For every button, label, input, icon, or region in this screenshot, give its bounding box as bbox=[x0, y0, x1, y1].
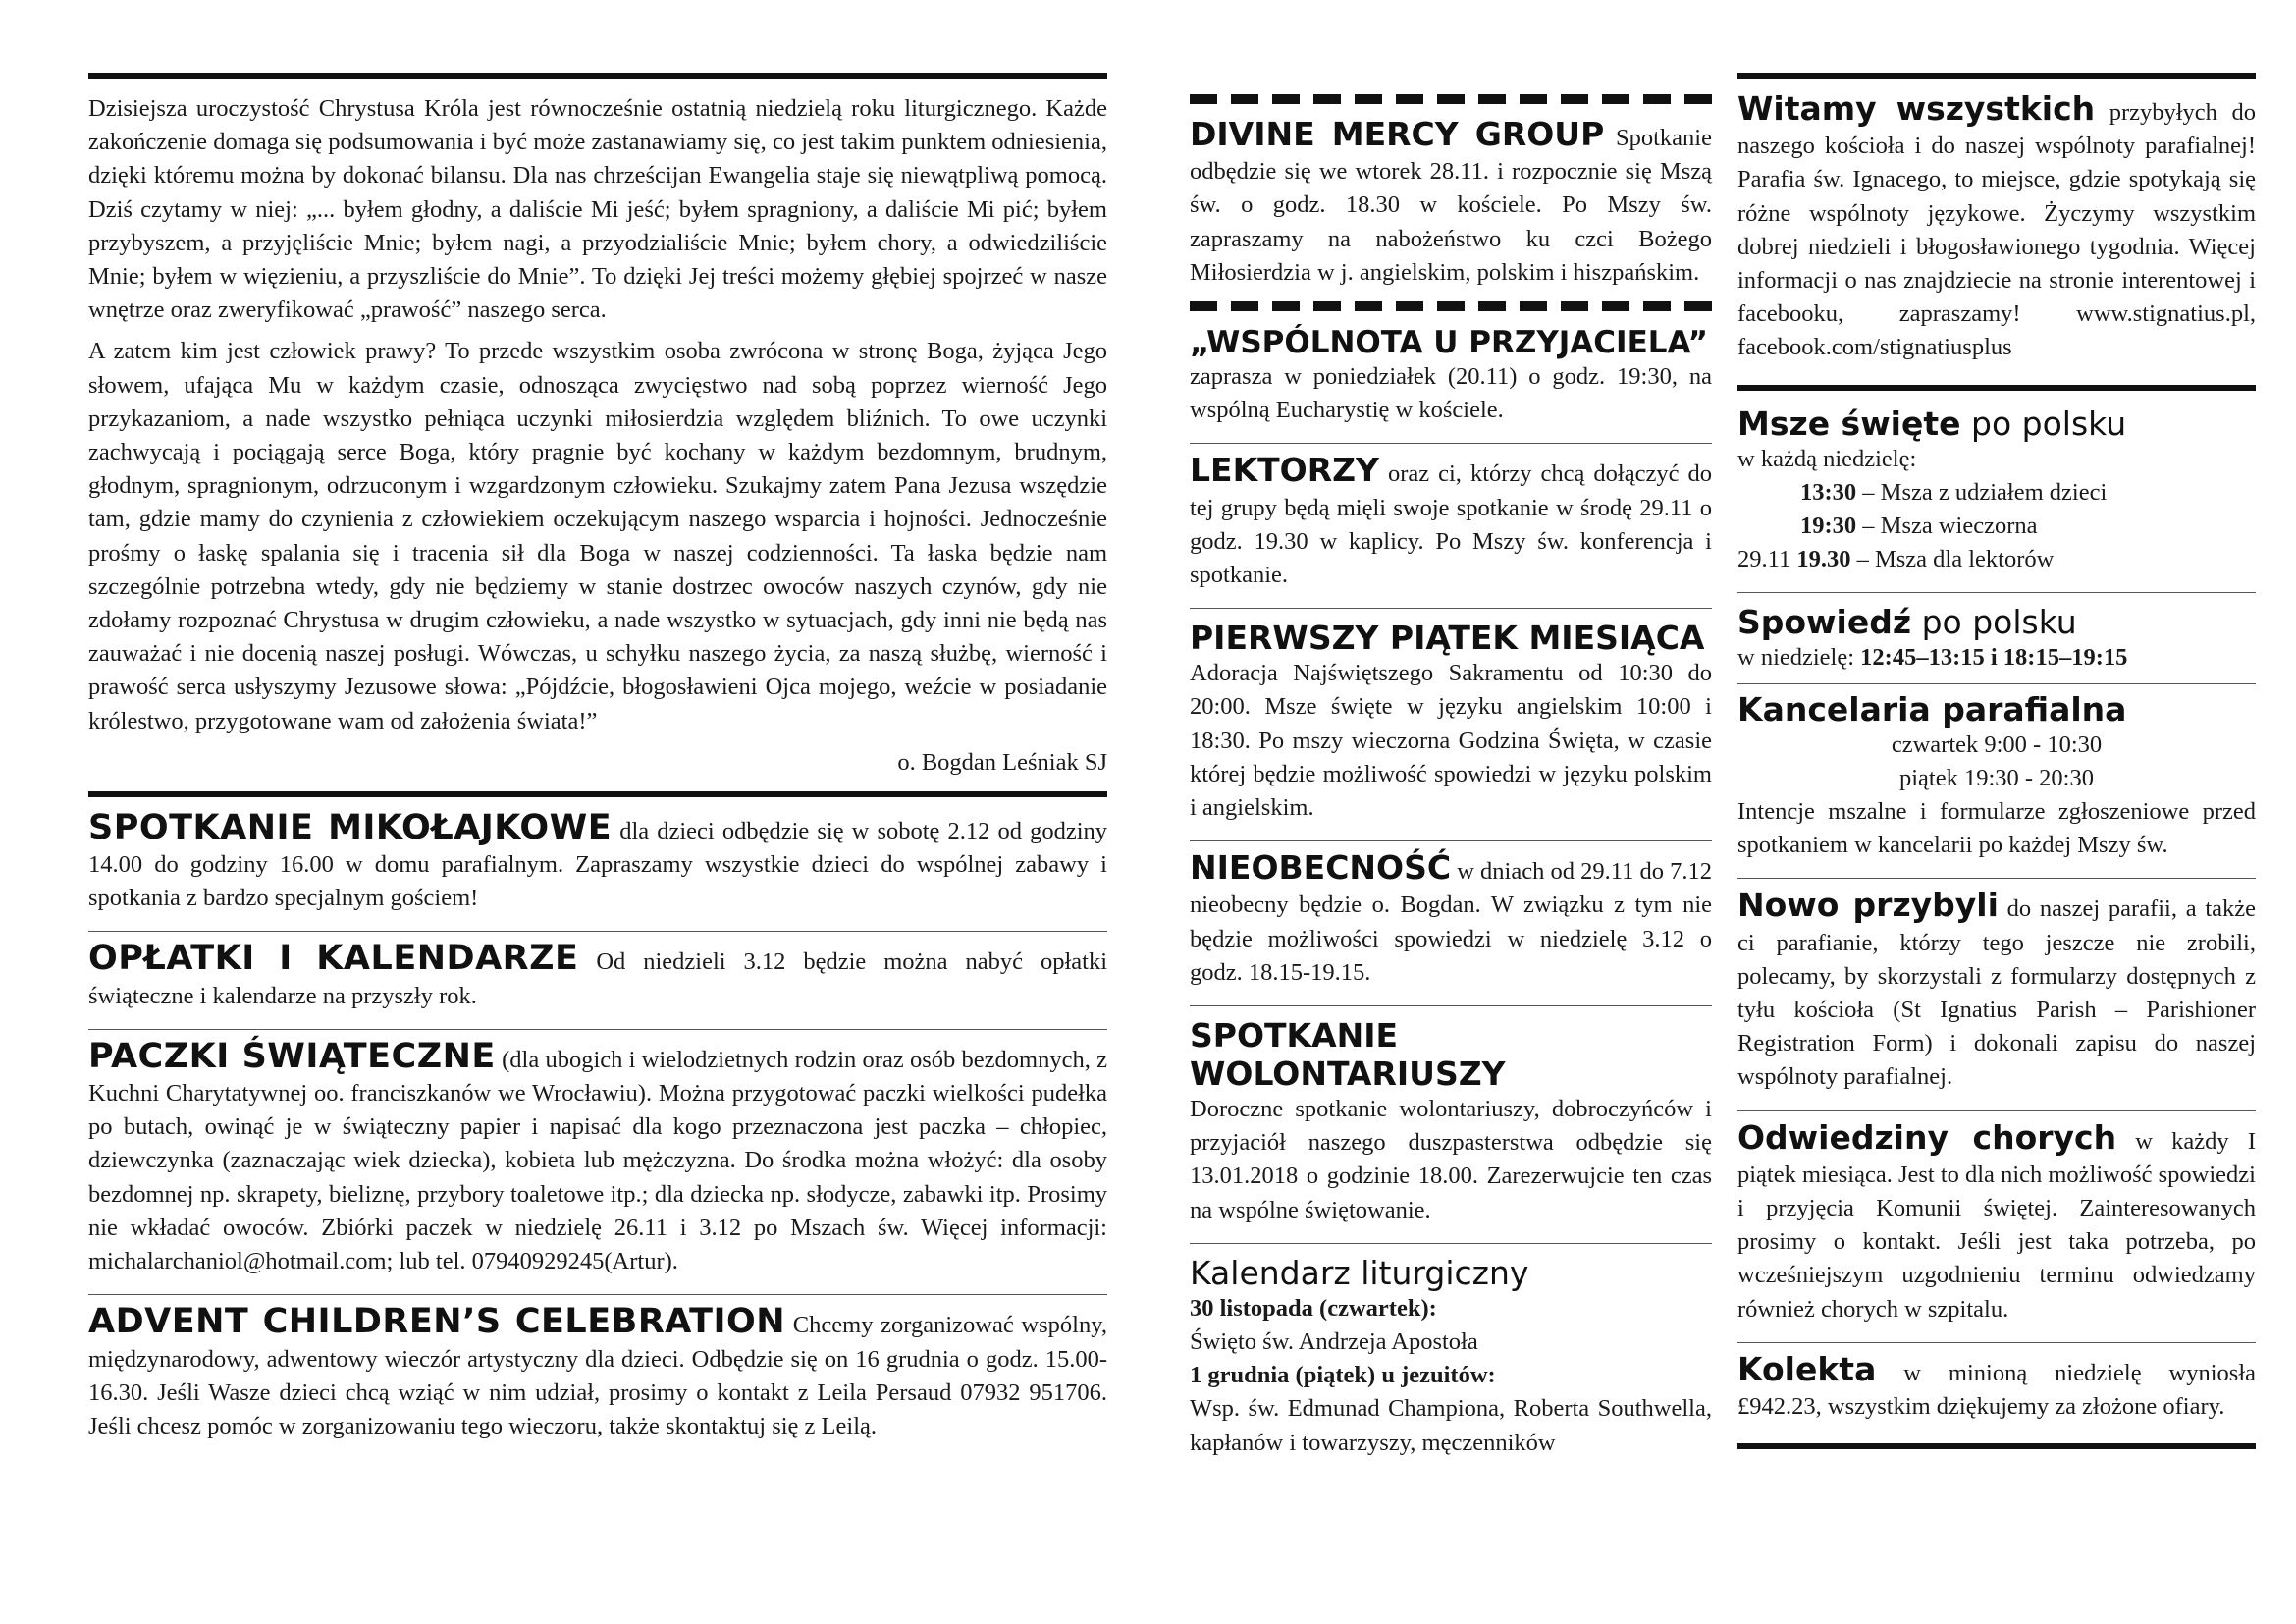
kolekta-section bbox=[1737, 1349, 2256, 1432]
confession-prefix: w niedzielę: bbox=[1737, 644, 1861, 672]
section-title: LEKTORZY bbox=[1190, 451, 1379, 490]
pierwszy-piatek-section bbox=[1190, 619, 1712, 833]
section-title: Kancelaria parafialna bbox=[1737, 689, 2127, 729]
announcement-title: OPŁATKI I KALENDARZE bbox=[88, 939, 579, 979]
msze-section bbox=[1737, 405, 2256, 585]
announcement-paczki bbox=[88, 1036, 1107, 1286]
mass-row: 19:30 – Msza wieczorna bbox=[1800, 513, 2038, 540]
spowiedz-section bbox=[1737, 603, 2256, 682]
lektorzy-section bbox=[1190, 451, 1712, 600]
section-text: do naszej parafii, a także ci parafianie, którzy tego jeszcze nie zrobili, polecamy, by skorzystali z formularzy dostępnych z tyłu kościoła (St Ignatius Parish – Parishioner Registration Form) i dokonali zapisu do naszej wspólnoty parafialnej. bbox=[1737, 895, 2256, 1091]
divider bbox=[1190, 443, 1712, 444]
section-title: PIERWSZY PIĄTEK MIESIĄCA bbox=[1190, 619, 1705, 658]
calendar-date: 30 listopada (czwartek): bbox=[1190, 1294, 1437, 1322]
right-column bbox=[1737, 90, 2256, 1463]
section-title: DIVINE MERCY GROUP bbox=[1190, 115, 1605, 153]
section-text: w minioną niedzielę wyniosła £942.23, wszystkim dziękujemy za złożone ofiary. bbox=[1737, 1359, 2256, 1421]
divider bbox=[1737, 683, 2256, 684]
section-title: „WSPÓLNOTA U PRZYJACIELA” bbox=[1190, 325, 1709, 361]
divider bbox=[1190, 608, 1712, 609]
divider bbox=[1737, 878, 2256, 879]
middle-column bbox=[1190, 90, 1712, 1468]
divider bbox=[1190, 1005, 1712, 1006]
dashed-rule bbox=[1190, 94, 1712, 104]
divider bbox=[88, 1294, 1107, 1295]
section-title: Spowiedź bbox=[1737, 603, 1912, 642]
section-rule bbox=[1737, 385, 2256, 391]
section-text: w każdy I piątek miesiąca. Jest to dla nich możliwość spowiedzi i przyjęcia Komunii świętej. Zainteresowanych prosimy o kontakt. Jeśli jest taka potrzeba, po wcześniejszym uzgodnieniu terminu odwiedzamy również chorych w szpitalu. bbox=[1737, 1127, 2256, 1323]
announcement-title: ADVENT CHILDREN’S CELEBRATION bbox=[88, 1302, 786, 1342]
calendar-entry: Święto św. Andrzeja Apostoła bbox=[1190, 1328, 1478, 1356]
announcement-text: (dla ubogich i wielodzietnych rodzin oraz osób bezdomnych, z Kuchni Charytatywnej oo. franciszkanów we Wrocławiu). Można przygotować paczki wielkości pudełka po butach, owinąć je w świąteczny papier i napisać dla kogo przeznaczona jest paczka – chłopiec, dziewczynka (zaznaczając wiek dziecka), kobieta lub mężczyzna. Do środka można włożyć: dla osoby bezdomnej np. skrapety, bieliznę, przybory toaletowe itp.; dla dziecka np. słodycze, zabawki itp. Prosimy nie wkładać owoców. Zbiórki paczek w niedzielę 26.11 i 3.12 po Mszach św. Więcej informacji: michalarchaniol@hotmail.com; lub tel. 07940929245(Artur). bbox=[88, 1046, 1107, 1275]
section-text: Intencje mszalne i formularze zgłoszeniowe przed spotkaniem w kancelarii po każdej Mszy św. bbox=[1737, 798, 2256, 859]
divider bbox=[1737, 1342, 2256, 1343]
bottom-rule bbox=[1737, 1443, 2256, 1449]
divider bbox=[88, 931, 1107, 932]
divider bbox=[1190, 1243, 1712, 1244]
section-title: Msze święte bbox=[1737, 404, 1961, 443]
divider bbox=[1737, 1110, 2256, 1111]
dashed-rule bbox=[1190, 301, 1712, 311]
signature: o. Bogdan Leśniak SJ bbox=[897, 748, 1107, 776]
reflection-section bbox=[88, 92, 1107, 780]
divider bbox=[1190, 840, 1712, 841]
odwiedziny-section bbox=[1737, 1117, 2256, 1334]
kalendarz-section bbox=[1190, 1254, 1712, 1468]
section-title: Nowo przybyli bbox=[1737, 886, 1999, 925]
announcement-mikolajki bbox=[88, 807, 1107, 924]
divine-mercy-section bbox=[1190, 115, 1712, 298]
section-title: Kalendarz liturgiczny bbox=[1190, 1253, 1529, 1292]
section-title: NIEOBECNOŚĆ bbox=[1190, 848, 1452, 888]
section-text: Doroczne spotkanie wolontariuszy, dobroczyńców i przyjaciół naszego duszpasterstwa odbędzie się 13.01.2018 o godzinie 18.00. Zarezerwujcie ten czas na wspólne świętowanie. bbox=[1190, 1096, 1712, 1223]
section-rule bbox=[88, 791, 1107, 797]
reflection-paragraph-1: Dzisiejsza uroczystość Chrystusa Króla jest równocześnie ostatnią niedzielą roku liturgicznego. Każde zakończenie domaga się podsumowania i być może zastanawiamy się, co jest takim punktem odniesienia, dzięki któremu można by dokonać bilansu. Dla nas chrześcijan Ewangelia staje się niewątpliwą pomocą. Dziś czytamy w niej: „... byłem głodny, a daliście Mi jeść; byłem spragniony, a daliście Mi pić; byłem przybyszem, a przyjęliście Mnie; byłem nagi, a przyodzialiście Mnie; byłem chory, a odwiedziliście Mnie; byłem w więzieniu, a przyszliście do Mnie”. To dzięki Jej treści możemy głębiej spojrzeć w nasze wnętrze oraz zweryfikować „prawość” naszego serca. bbox=[88, 95, 1107, 324]
section-title: Odwiedziny chorych bbox=[1737, 1117, 2117, 1157]
announcement-title: SPOTKANIE MIKOŁAJKOWE bbox=[88, 807, 613, 847]
section-text: Spotkanie odbędzie się we wtorek 28.11. i rozpocznie się Mszą św. o godz. 18.30 w kościele. Po Mszy św. zapraszamy na nabożeństwo ku czci Bożego Miłosierdzia w j. angielskim, polskim i hiszpańskim. bbox=[1190, 125, 1712, 286]
announcement-text: dla dzieci odbędzie się w sobotę 2.12 od godziny 14.00 do godziny 16.00 w domu parafialnym. Zapraszamy wszystkie dzieci do wspólnej zabawy i spotkania z bardzo specjalnym gościem! bbox=[88, 817, 1107, 912]
section-title-suffix: po polsku bbox=[1911, 603, 2077, 642]
announcement-oplatki bbox=[88, 939, 1108, 1020]
nieobecnosc-section bbox=[1190, 848, 1712, 998]
section-text: oraz ci, którzy chcą dołączyć do tej grupy będą mięli swoje spotkanie w środę 29.11 o godz. 19.30 w kaplicy. Po Mszy św. konferencja i spotkanie. bbox=[1190, 460, 1712, 589]
wolontariusze-section bbox=[1190, 1016, 1712, 1235]
top-rule bbox=[1737, 73, 2256, 79]
announcement-text: Od niedzieli 3.12 będzie można nabyć opłatki świąteczne i kalendarze na przyszły rok. bbox=[88, 948, 1108, 1009]
divider bbox=[88, 1029, 1107, 1030]
confession-times: 12:45–13:15 i 18:15–19:15 bbox=[1860, 644, 2128, 672]
section-text: przybyłych do naszego kościoła i do naszej wspólnoty parafialnej! Parafia św. Ignacego, to miejsce, gdzie spotykają się różne wspólnoty językowe. Życzymy wszystkim dobrej niedzieli i błogosławionego tygodnia. Więcej informacji o nas znajdziecie na stronie interentowej i facebooku, zapraszamy! www.stignatius.pl, facebook.com/stignatiusplus bbox=[1737, 99, 2256, 361]
calendar-date: 1 grudnia (piątek) u jezuitów: bbox=[1190, 1362, 1496, 1389]
office-hours: czwartek 9:00 - 10:30 bbox=[1891, 731, 2103, 758]
section-title: SPOTKANIE WOLONTARIUSZY bbox=[1190, 1016, 1506, 1094]
mass-row: 13:30 – Msza z udziałem dzieci bbox=[1800, 478, 2108, 506]
section-text: Adoracja Najświętszego Sakramentu od 10:30 do 20:00. Msze święte w języku angielskim 10:00 i 18:30. Po mszy wieczorna Godzina Święta, w czasie której będzie możliwość spowiedzi w języku polskim i angielskim. bbox=[1190, 660, 1712, 822]
announcement-advent bbox=[88, 1302, 1107, 1451]
section-text: zaprasza w poniedziałek (20.11) o godz. 19:30, na wspólną Eucharystię w kościele. bbox=[1190, 363, 1712, 424]
kancelaria-section bbox=[1737, 690, 2256, 871]
section-text: w dniach od 29.11 do 7.12 nieobecny będzie o. Bogdan. W związku z tym nie będzie możliwości spowiedzi w niedzielę 3.12 o godz. 18.15-19.15. bbox=[1190, 858, 1712, 986]
divider bbox=[1737, 592, 2256, 593]
wspolnota-section bbox=[1190, 325, 1712, 435]
mass-intro: w każdą niedzielę: bbox=[1737, 445, 1917, 472]
section-title-suffix: po polsku bbox=[1960, 404, 2127, 443]
left-column bbox=[88, 90, 1107, 1451]
top-rule bbox=[88, 73, 1107, 79]
announcement-title: PACZKI ŚWIĄTECZNE bbox=[88, 1036, 496, 1076]
witamy-section bbox=[1737, 89, 2256, 373]
announcement-text: Chcemy zorganizować wspólny, międzynarodowy, adwentowy wieczór artystyczny dla dzieci. Odbędzie się on 16 grudnia o godz. 15.00-16.30. Jeśli Wasze dzieci chcą wziąć w nim udział, prosimy o kontakt z Leila Persaud 07932 951706. Jeśli chcesz pomóc w zorganizowaniu tego wieczoru, także skontaktuj się z Leilą. bbox=[88, 1312, 1107, 1439]
office-hours: piątek 19:30 - 20:30 bbox=[1898, 764, 2094, 791]
reflection-paragraph-2: A zatem kim jest człowiek prawy? To przede wszystkim osoba zwrócona w stronę Boga, żyjąca Jego słowem, ufająca Mu w każdym czasie, odnosząca zwycięstwo nad sobą poprzez wierność Jego przykazaniom, a nade wszystko pełniąca uczynki miłosierdzia względem bliźnich. To owe uczynki zachwycają i pociągają serce Boga, który pragnie być kochany w każdym bezdomnym, brudnym, głodnym, spragnionym, odrzuconym i wzgardzonym człowieku. Szukajmy zatem Pana Jezusa wszędzie tam, gdzie mamy do czynienia z człowiekiem oczekującym naszego wsparcia i hojności. Jednocześnie prośmy o łaskę spalania się i tracenia sił dla Boga w naszej codzienności. Ta łaska będzie nam szczególnie potrzebna wtedy, gdy nie będziemy w stanie dostrzec owoców naszych czynów, gdy nie zdołamy rozpoznać Chrystusa w drugim człowieku, a nade wszystko w sytuacjach, gdy inni nie będą nas zauważać i nie docenią naszej posługi. Wówczas, u schyłku naszego życia, za naszą służbę, wierność i prawość serca usłyszymy Jezusowe słowa: „Pójdźcie, błogosławieni Ojca mojego, weźcie w posiadanie królestwo, przygotowane wam od założenia świata!” bbox=[88, 338, 1107, 734]
section-title: Witamy wszystkich bbox=[1737, 89, 2096, 128]
nowo-section bbox=[1737, 886, 2256, 1102]
section-title: Kolekta bbox=[1737, 1349, 1877, 1388]
mass-row: 29.11 19.30 – Msza dla lektorów bbox=[1737, 546, 2055, 573]
calendar-entry: Wsp. św. Edmunad Championa, Roberta Southwella, kapłanów i towarzyszy, męczenników bbox=[1190, 1395, 1712, 1456]
